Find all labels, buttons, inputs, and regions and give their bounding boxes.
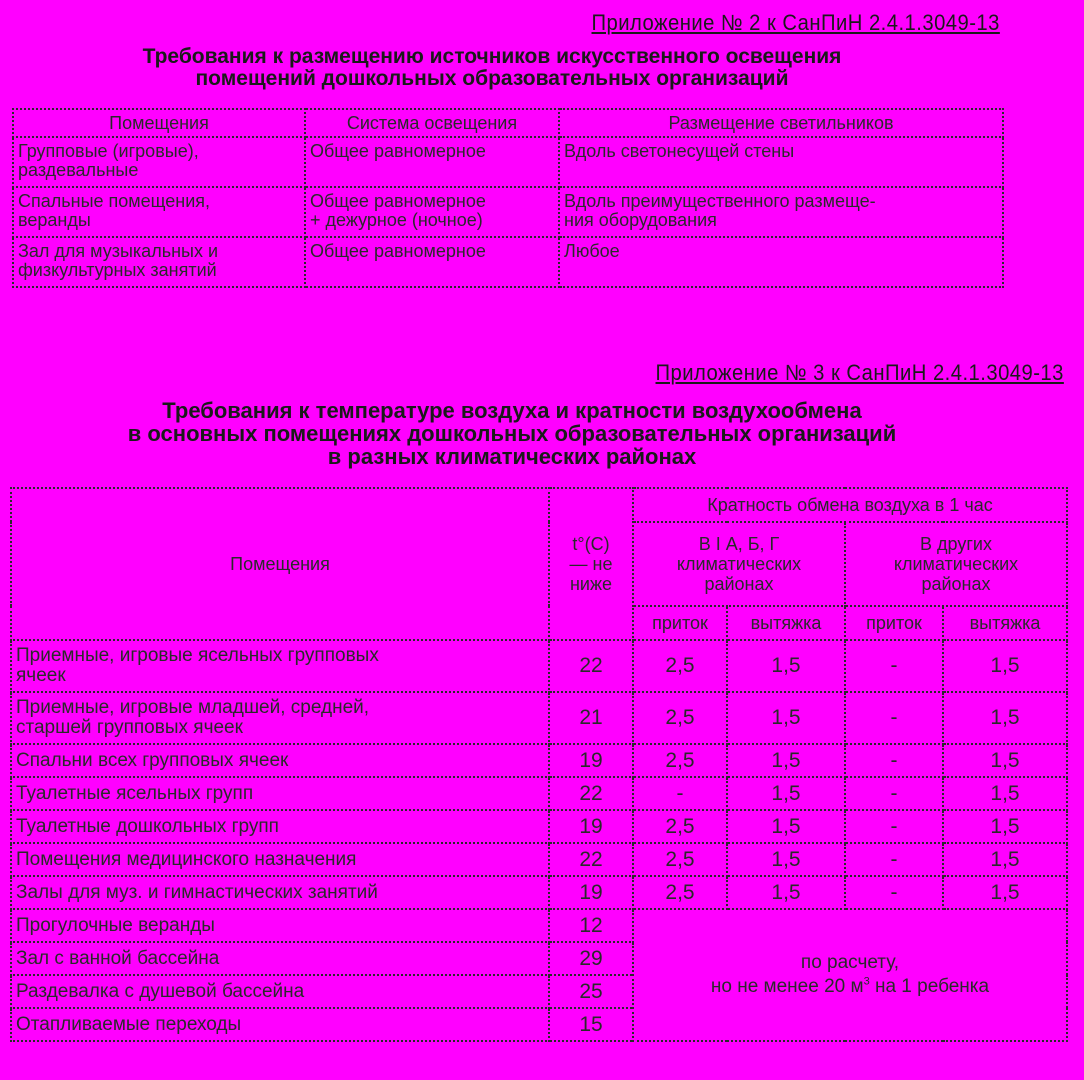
inflow-zone-b-cell: - [845,876,943,909]
header-temperature-line: t°(С) [572,534,610,554]
appendix-3-title-line-1: Требования к температуре воздуха и кратности воздухообмена [162,398,862,423]
table-row [11,640,1067,692]
room-cell [13,187,305,237]
table-row [11,810,1067,843]
system-line: Общее равномерное [310,191,486,211]
exhaust-zone-a-cell: 1,5 [727,777,845,810]
appendix-3-reference: Приложение № 3 к СанПиН 2.4.1.3049-13 [655,360,1064,385]
room-line: Зал для музыкальных и [18,241,219,261]
header-zone-b-line: районах [921,574,991,594]
lighting-table-header-row [13,109,1003,137]
air-table-header-row-1 [11,488,1067,522]
room-name-cell: Спальни всех групповых ячеек [11,744,549,777]
exhaust-zone-a-cell: 1,5 [727,692,845,744]
lighting-system-cell [305,187,559,237]
header-zone-b-line: В других [920,534,992,554]
calculation-note-line [637,975,1063,999]
room-name-cell: Туалетные дошкольных групп [11,810,549,843]
room-name-cell [11,692,549,744]
inflow-zone-a-cell: 2,5 [633,876,727,909]
header-temperature [549,488,633,640]
inflow-zone-b-cell: - [845,777,943,810]
lighting-system-cell [305,137,559,187]
exhaust-zone-b-cell: 1,5 [943,777,1067,810]
exhaust-zone-b-cell: 1,5 [943,744,1067,777]
exhaust-zone-b-cell: 1,5 [943,640,1067,692]
system-line: Общее равномерное [310,241,486,261]
header-zone-b-line: климатических [893,554,1019,574]
room-cell [13,237,305,287]
placement-line: ния оборудования [564,210,717,230]
table-row [13,187,1003,237]
calculation-note-line: по расчету, [800,952,900,973]
inflow-zone-a-cell: 2,5 [633,744,727,777]
temperature-cell: 12 [549,909,633,942]
air-exchange-table [10,487,1068,1042]
table-row [11,777,1067,810]
temperature-cell: 22 [549,777,633,810]
table-row [13,237,1003,287]
lighting-table [12,108,1004,288]
appendix-2-title-line-2: помещений дошкольных образовательных организаций [195,67,789,90]
temperature-cell: 19 [549,876,633,909]
calculation-note-text: на 1 ребенка [869,976,990,997]
room-name-cell: Помещения медицинского назначения [11,843,549,876]
exhaust-zone-a-cell: 1,5 [727,876,845,909]
header-air-exchange: Кратность обмена воздуха в 1 час [633,488,1067,522]
inflow-zone-a-cell: 2,5 [633,692,727,744]
system-line: Общее равномерное [310,141,486,161]
temperature-cell: 25 [549,975,633,1008]
header-fixture-placement: Размещение светильников [559,109,1003,137]
exhaust-zone-a-cell: 1,5 [727,843,845,876]
room-name-line: Приемные, игровые ясельных групповых [16,645,379,666]
room-line: физкультурных занятий [18,260,217,280]
lighting-system-cell [305,237,559,287]
header-rooms: Помещения [11,488,549,640]
temperature-cell: 22 [549,640,633,692]
room-line: веранды [18,210,91,230]
header-temperature-line: ниже [569,574,613,594]
header-zone-a-line: районах [704,574,774,594]
table-row [11,843,1067,876]
exhaust-zone-a-cell: 1,5 [727,744,845,777]
inflow-zone-b-cell: - [845,810,943,843]
exhaust-zone-b-cell: 1,5 [943,843,1067,876]
header-exhaust-zone-b: вытяжка [943,606,1067,640]
room-name-cell: Залы для муз. и гимнастических занятий [11,876,549,909]
placement-line: Любое [564,241,620,261]
appendix-2-title [0,46,1034,90]
header-inflow-zone-a: приток [633,606,727,640]
calculation-note-text: но не менее 20 м [710,976,864,997]
room-name-line: старшей групповых ячеек [16,717,243,738]
room-line: Спальные помещения, [18,191,211,211]
exhaust-zone-b-cell: 1,5 [943,876,1067,909]
placement-line: Вдоль светонесущей стены [564,141,795,161]
room-name-line: Приемные, игровые младшей, средней, [16,697,370,718]
room-name-cell: Прогулочные веранды [11,909,549,942]
fixture-placement-cell [559,187,1003,237]
inflow-zone-a-cell: - [633,777,727,810]
table-row [13,137,1003,187]
calculation-note-cell [633,909,1067,1041]
placement-line: Вдоль преимущественного размеще- [564,191,876,211]
header-exhaust-zone-a: вытяжка [727,606,845,640]
table-row [11,909,1067,942]
exhaust-zone-b-cell: 1,5 [943,692,1067,744]
inflow-zone-b-cell: - [845,640,943,692]
room-line: раздевальные [18,160,139,180]
temperature-cell: 22 [549,843,633,876]
header-inflow-zone-b: приток [845,606,943,640]
temperature-cell: 19 [549,744,633,777]
fixture-placement-cell [559,237,1003,287]
header-zone-a-line: В I А, Б, Г [698,534,780,554]
appendix-3-title [0,399,1054,468]
temperature-cell: 15 [549,1008,633,1041]
exhaust-zone-b-cell: 1,5 [943,810,1067,843]
room-line: Групповые (игровые), [18,141,199,161]
appendix-2-title-line-1: Требования к размещению источников искусственного освещения [142,45,842,68]
inflow-zone-a-cell: 2,5 [633,843,727,876]
temperature-cell: 21 [549,692,633,744]
room-name-cell [11,640,549,692]
temperature-cell: 19 [549,810,633,843]
header-zone-a [633,522,845,606]
calculation-note-superscript: 3 [863,975,870,988]
appendix-3-title-line-3: в разных климатических районах [327,444,697,469]
room-cell [13,137,305,187]
appendix-3-title-line-2: в основных помещениях дошкольных образовательных организаций [127,421,897,446]
header-zone-a-line: климатических [676,554,802,574]
inflow-zone-b-cell: - [845,744,943,777]
inflow-zone-a-cell: 2,5 [633,810,727,843]
room-name-line: ячеек [16,665,66,686]
temperature-cell: 29 [549,942,633,975]
room-name-cell: Зал с ванной бассейна [11,942,549,975]
inflow-zone-b-cell: - [845,843,943,876]
header-zone-b [845,522,1067,606]
header-lighting-system: Система освещения [305,109,559,137]
header-rooms: Помещения [13,109,305,137]
exhaust-zone-a-cell: 1,5 [727,810,845,843]
inflow-zone-a-cell: 2,5 [633,640,727,692]
appendix-2-reference: Приложение № 2 к СанПиН 2.4.1.3049-13 [591,10,1000,35]
room-name-cell: Туалетные ясельных групп [11,777,549,810]
table-row [11,744,1067,777]
room-name-cell: Раздевалка с душевой бассейна [11,975,549,1008]
inflow-zone-b-cell: - [845,692,943,744]
system-line: + дежурное (ночное) [310,210,483,230]
fixture-placement-cell [559,137,1003,187]
room-name-cell: Отапливаемые переходы [11,1008,549,1041]
header-temperature-line: — не [569,554,613,574]
exhaust-zone-a-cell: 1,5 [727,640,845,692]
table-row [11,876,1067,909]
table-row [11,692,1067,744]
